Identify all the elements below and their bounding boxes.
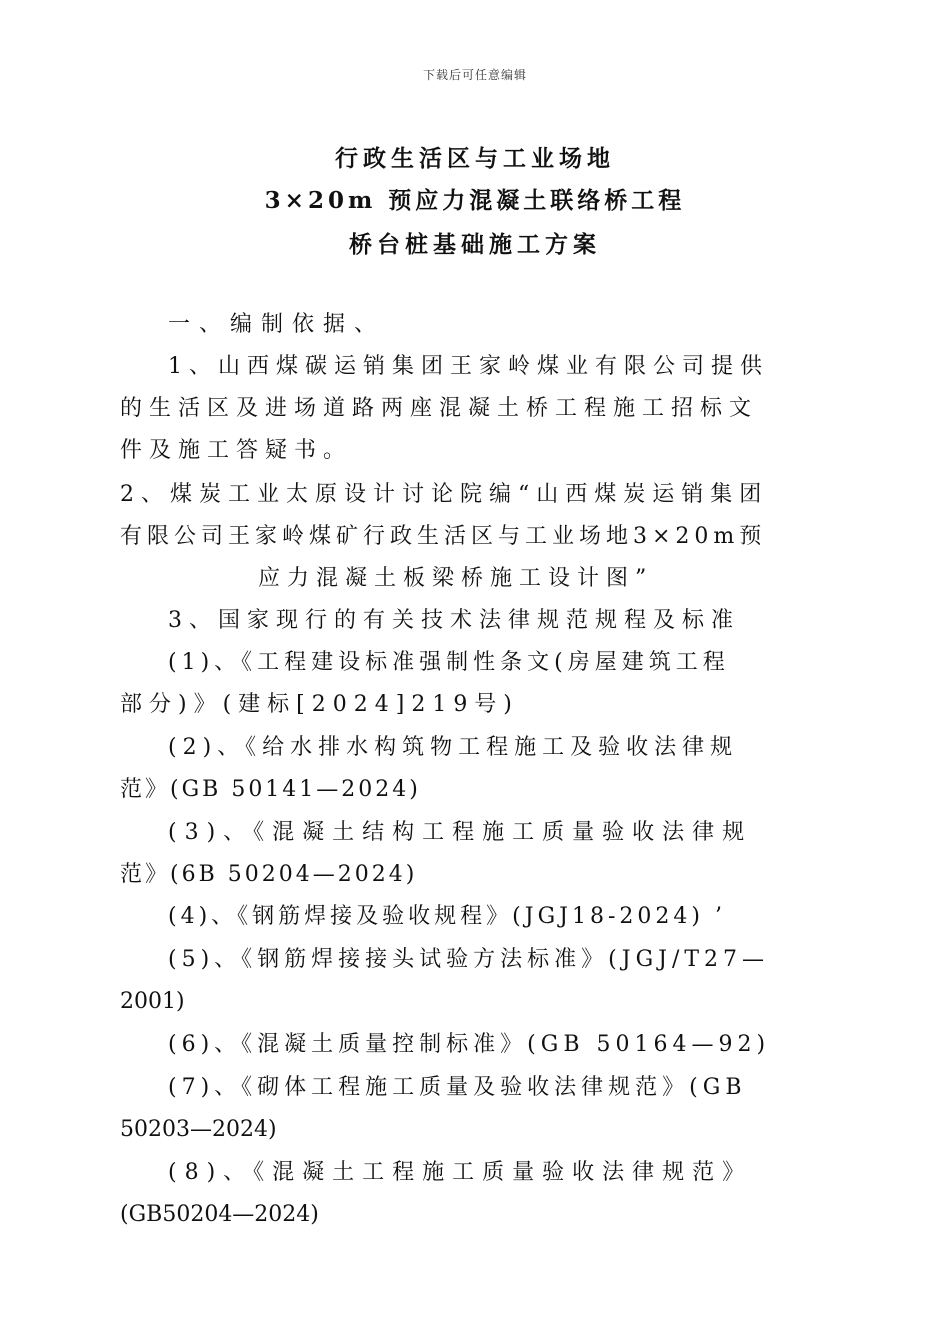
paragraph-line: 3、国家现行的有关技术法律规范规程及标准 [168, 608, 740, 633]
paragraph-line: 2、煤炭工业太原设计讨论院编“山西煤炭运销集团 [120, 482, 769, 507]
list-item: (4)、《钢筋焊接及验收规程》(JGJ18-2024) ’ [168, 904, 726, 929]
section-heading: 一、编制依据、 [168, 312, 386, 337]
paragraph-line: 1、山西煤碳运销集团王家岭煤业有限公司提供 [168, 354, 769, 379]
list-item-continuation: 2001) [120, 989, 185, 1014]
title-line-1: 行政生活区与工业场地 [335, 145, 615, 172]
paragraph-line: 有限公司王家岭煤矿行政生活区与工业场地3×20m预 [120, 524, 767, 549]
list-item-continuation: (GB50204—2024) [120, 1202, 319, 1227]
title-line-3: 桥台桩基础施工方案 [349, 231, 601, 258]
list-item: (1)、《工程建设标准强制性条文(房屋建筑工程 [168, 650, 730, 675]
list-item: (2)、《给水排水构筑物工程施工及验收法律规 [168, 735, 739, 760]
list-item: (7)、《砌体工程施工质量及验收法律规范》(GB [168, 1075, 747, 1100]
list-item-continuation: 范》(6B 50204—2024) [120, 862, 418, 887]
paragraph-line: 件及施工答疑书。 [120, 438, 353, 463]
list-item: (5)、《钢筋焊接接头试验方法标准》(JGJ/T27— [168, 947, 770, 972]
list-item: (8)、《混凝土工程施工质量验收法律规范》 [168, 1160, 753, 1185]
paragraph-line: 应力混凝土板梁桥施工设计图” [258, 566, 654, 591]
list-item-continuation: 范》(GB 50141—2024) [120, 777, 421, 802]
list-item-continuation: 部分)》(建标[2024]219号) [120, 692, 519, 717]
title-line-2: 3×20m 预应力混凝土联络桥工程 [264, 187, 686, 214]
list-item: (6)、《混凝土质量控制标准》(GB 50164—92) [168, 1032, 771, 1057]
header-note: 下载后可任意编辑 [422, 68, 527, 82]
list-item-continuation: 50203—2024) [120, 1117, 277, 1142]
paragraph-line: 的生活区及进场道路两座混凝土桥工程施工招标文 [120, 396, 759, 421]
list-item: (3)、《混凝土结构工程施工质量验收法律规 [168, 820, 753, 845]
